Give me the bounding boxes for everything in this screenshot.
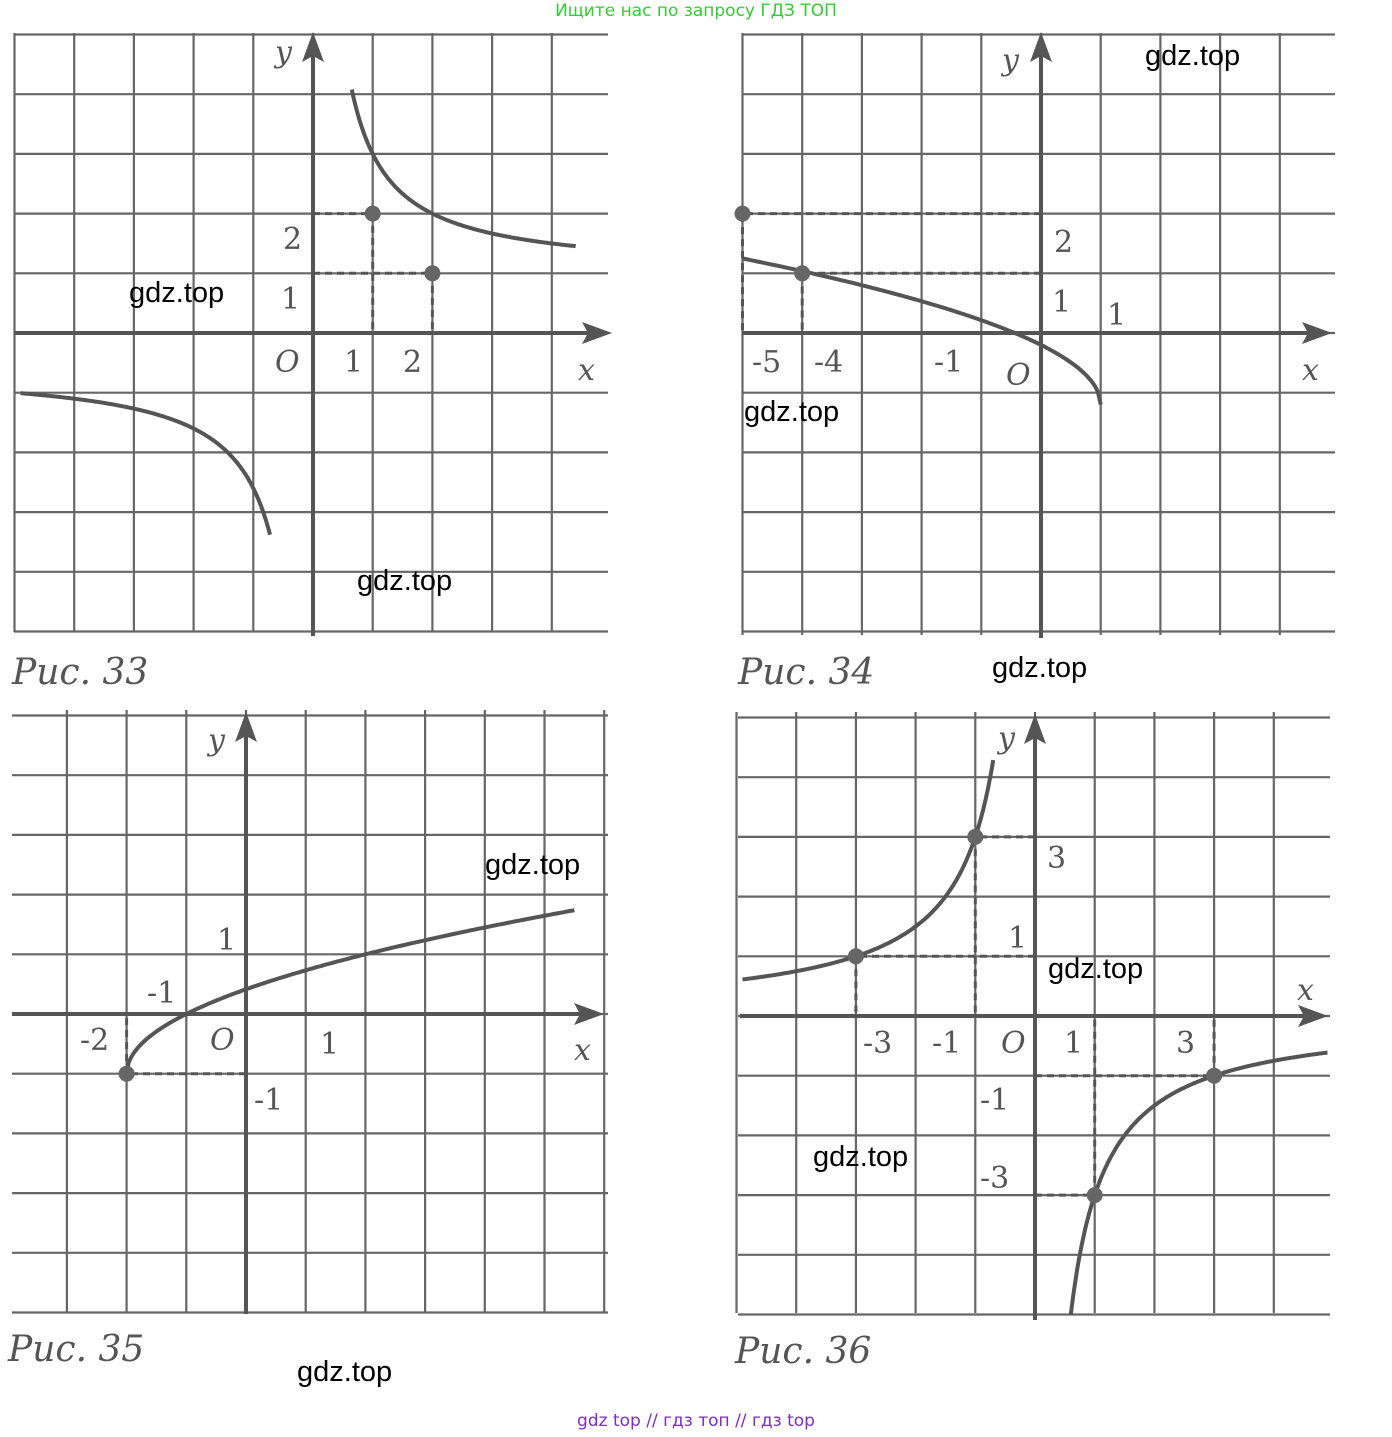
tick-label: -4 — [814, 345, 844, 380]
bottom-banner-separator: // — [735, 1411, 747, 1431]
tick-label: 1 — [320, 1027, 340, 1062]
bottom-banner — [0, 1411, 1392, 1431]
marked-point — [1087, 1187, 1103, 1203]
origin-label: O — [210, 1023, 235, 1058]
watermark: gdz.top — [129, 277, 225, 309]
tick-label: -1 — [980, 1083, 1010, 1118]
tick-label: -1 — [254, 1083, 284, 1118]
y-axis-label: y — [275, 35, 292, 70]
watermark: gdz.top — [1048, 953, 1144, 985]
tick-label: -1 — [934, 345, 964, 380]
top-banner-text: Ищите нас по запросу ГДЗ ТОП — [555, 1, 837, 21]
tick-label: 1 — [1107, 298, 1127, 333]
x-axis-label: x — [578, 353, 595, 388]
bottom-banner-link-1[interactable]: gdz top — [577, 1411, 641, 1431]
figure-35-caption: Рис. 35 — [8, 1329, 145, 1370]
tick-label: 2 — [403, 345, 423, 380]
x-axis-label: x — [1302, 353, 1319, 388]
marked-point — [1206, 1068, 1222, 1084]
tick-label: -2 — [80, 1023, 110, 1058]
y-axis-label: y — [208, 723, 225, 758]
x-axis-label: x — [574, 1033, 591, 1068]
origin-label: O — [1001, 1026, 1026, 1061]
watermark: gdz.top — [297, 1356, 393, 1388]
tick-label: 3 — [1176, 1026, 1196, 1061]
y-axis-label: y — [998, 721, 1015, 756]
marked-point — [848, 948, 864, 964]
figure-34-caption: Рис. 34 — [738, 652, 875, 693]
bottom-banner-link-3[interactable]: гдз top — [751, 1411, 815, 1431]
watermark: gdz.top — [357, 565, 453, 597]
tick-label: 1 — [217, 923, 237, 958]
function-curve — [743, 760, 994, 979]
function-curve — [1071, 1053, 1328, 1315]
tick-label: 3 — [1047, 841, 1067, 876]
origin-label: O — [1006, 358, 1031, 393]
tick-label: 1 — [1052, 285, 1072, 320]
figure-33-caption: Рис. 33 — [12, 652, 149, 693]
tick-label: 2 — [283, 222, 303, 257]
tick-label: -1 — [147, 976, 177, 1011]
watermark: gdz.top — [813, 1141, 909, 1173]
guide-line — [856, 956, 1035, 1016]
tick-label: 1 — [1064, 1026, 1084, 1061]
origin-label: O — [275, 345, 300, 380]
figure-36-caption: Рис. 36 — [735, 1331, 872, 1372]
bottom-banner-link-2[interactable]: гдз топ — [663, 1411, 730, 1431]
tick-label: -5 — [752, 345, 782, 380]
y-axis-label: y — [1002, 43, 1019, 78]
marked-point — [967, 829, 983, 845]
tick-label: 1 — [281, 282, 301, 317]
tick-label: -3 — [863, 1026, 893, 1061]
tick-label: -3 — [980, 1161, 1010, 1196]
watermark: gdz.top — [1145, 40, 1241, 72]
tick-label: 1 — [1008, 921, 1028, 956]
watermark: gdz.top — [744, 396, 840, 428]
tick-label: -1 — [932, 1026, 962, 1061]
tick-label: 2 — [1054, 225, 1074, 260]
watermark: gdz.top — [992, 652, 1088, 684]
bottom-banner-separator: // — [646, 1411, 658, 1431]
tick-label: 1 — [344, 345, 364, 380]
x-axis-label: x — [1297, 973, 1314, 1008]
watermark: gdz.top — [485, 849, 581, 881]
